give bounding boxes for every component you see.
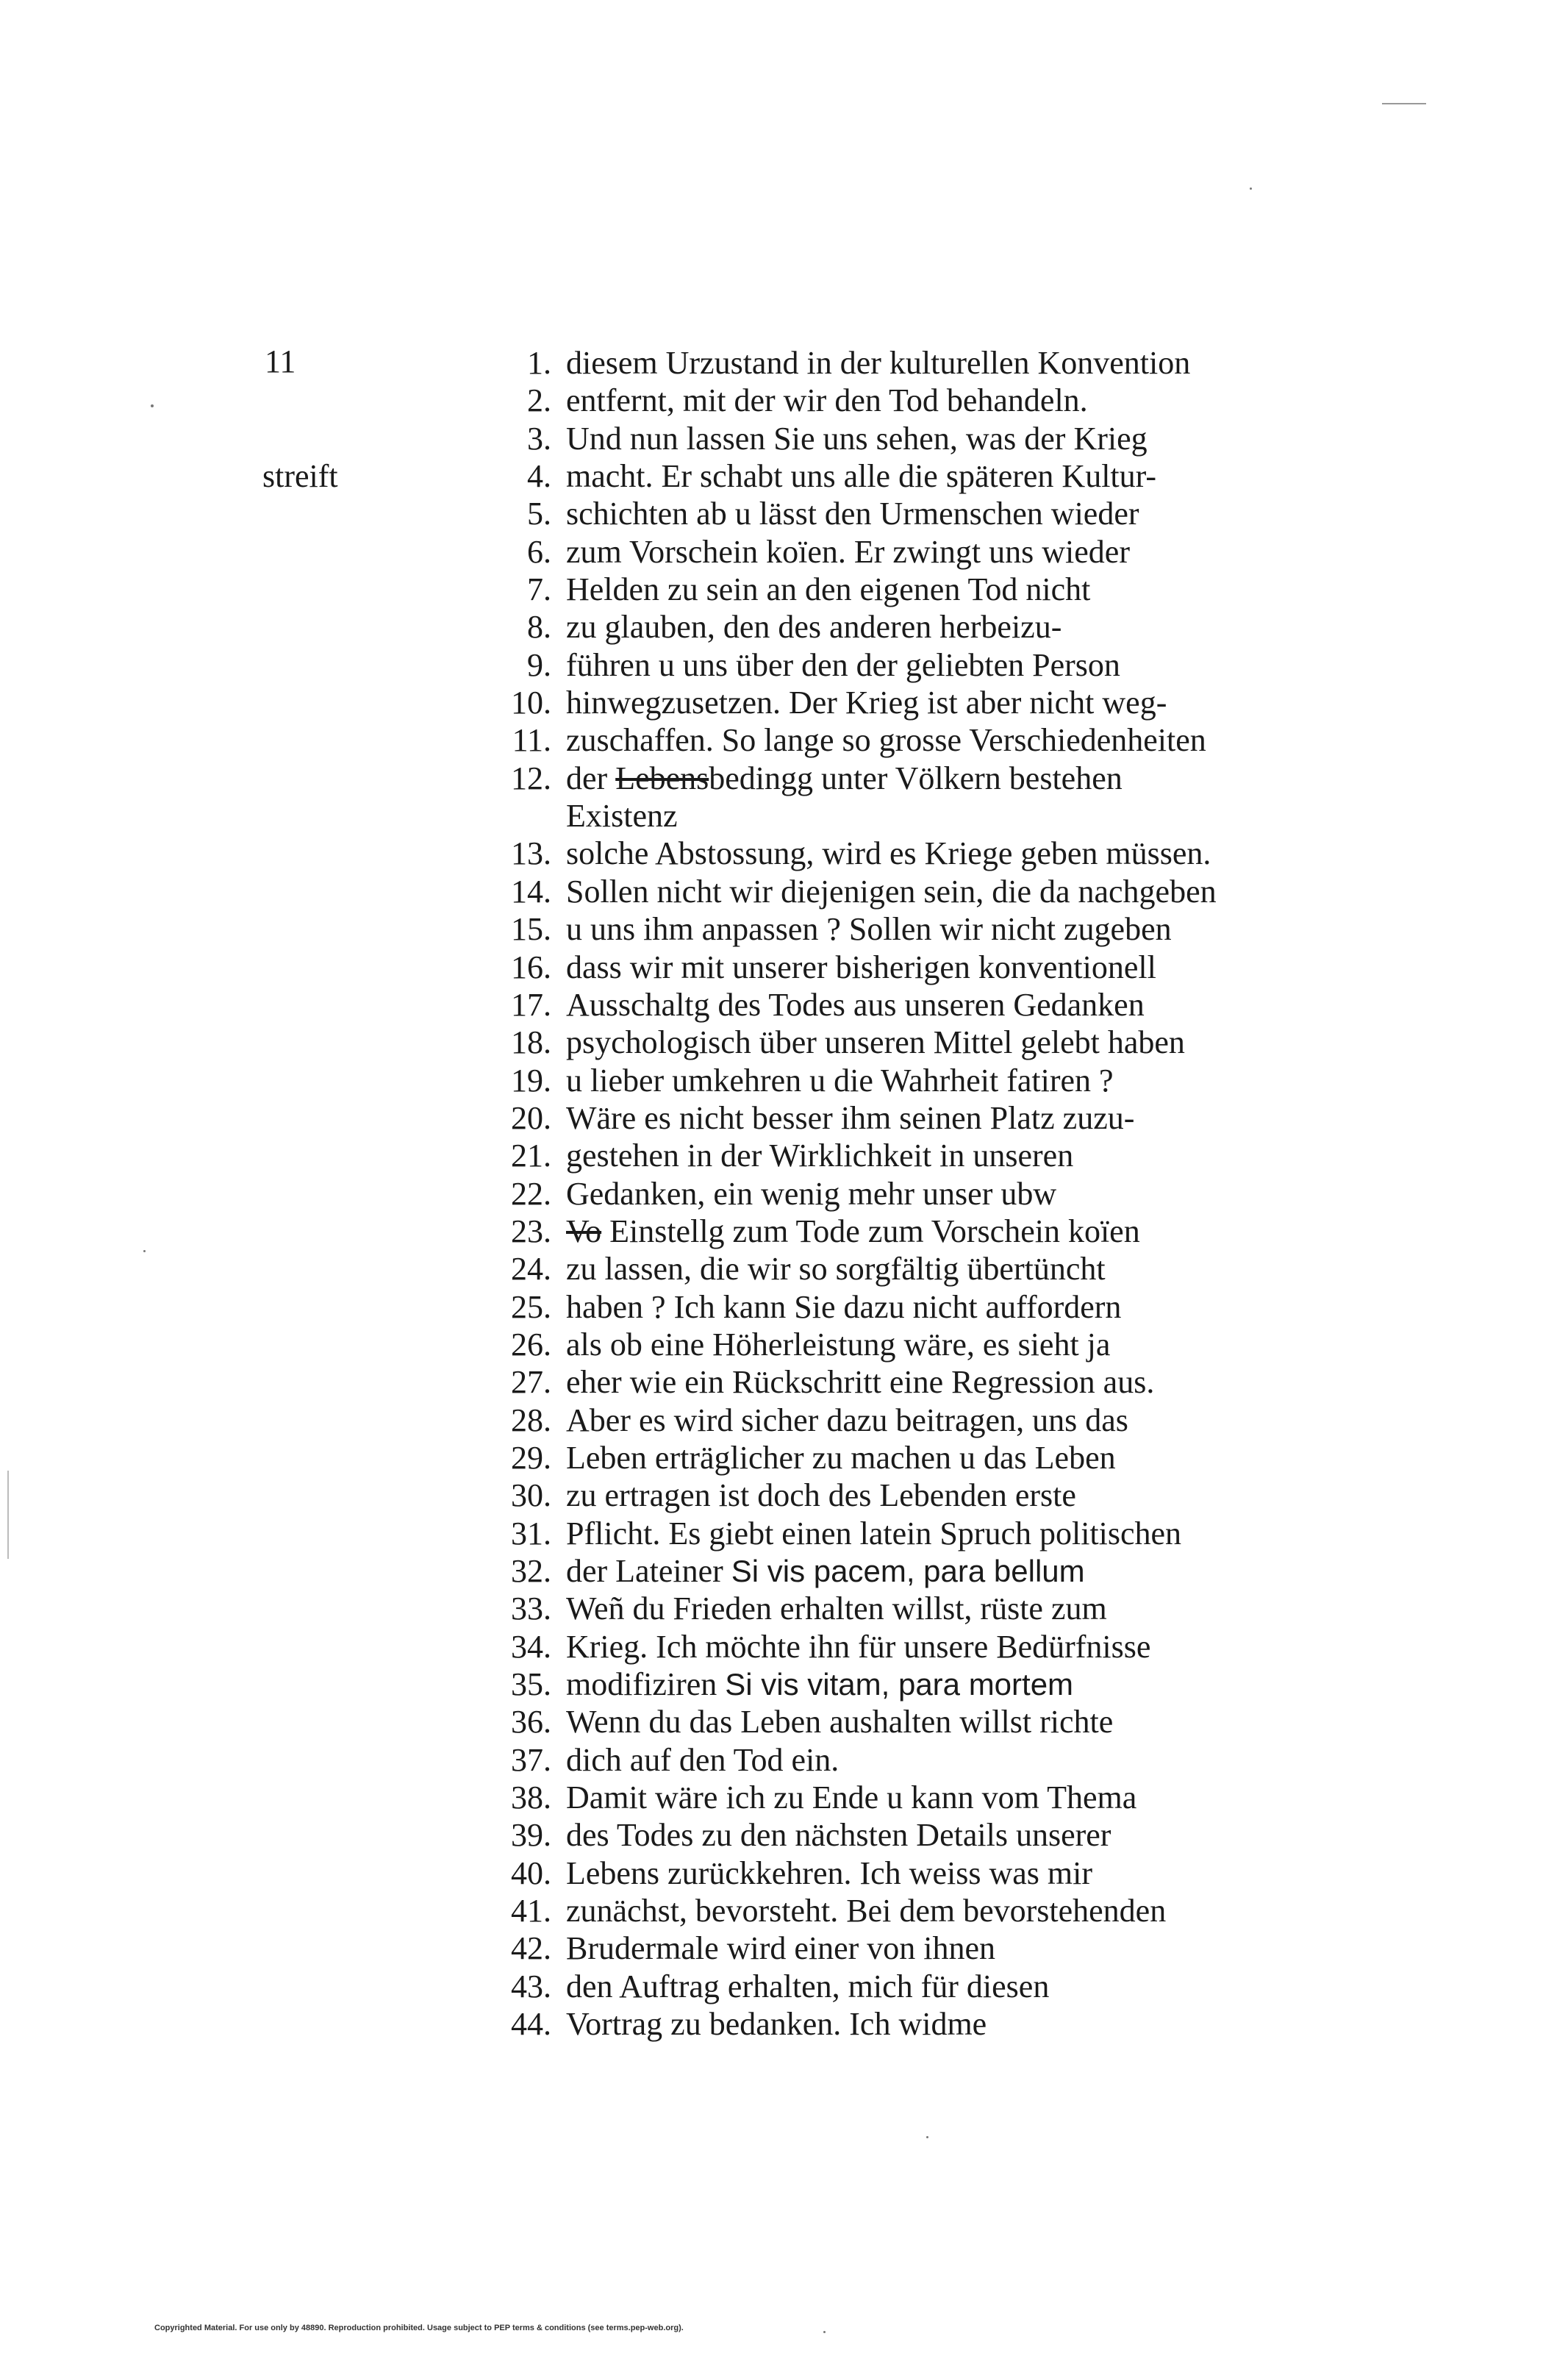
line-number: 34.: [511, 1628, 551, 1665]
line-text-wrap: [566, 721, 1206, 759]
line-text: Krieg. Ich möchte ihn für unsere Bedürfnisse: [566, 1628, 1151, 1665]
transcript-line: [470, 1175, 1353, 1213]
line-number: 42.: [511, 1930, 551, 1967]
line-number: 28.: [511, 1402, 551, 1438]
line-text: gestehen in der Wirklichkeit in unseren: [566, 1138, 1074, 1174]
left-edge-mark: [7, 1471, 9, 1559]
transcript-line: [470, 1402, 1353, 1439]
line-number: 24.: [511, 1251, 551, 1288]
line-text-wrap: [566, 1288, 1121, 1326]
page-number: 11: [265, 343, 296, 379]
line-number: 30.: [511, 1477, 551, 1514]
line-text-wrap: [566, 2005, 987, 2043]
line-number: 2.: [527, 382, 551, 419]
scan-speck: [1250, 188, 1252, 190]
line-number: 37.: [511, 1741, 551, 1778]
transcript-line: [470, 1062, 1353, 1099]
line-number: 1.: [527, 345, 551, 381]
line-number: 23.: [511, 1213, 551, 1249]
interlinear-insert: Existenz: [566, 798, 678, 835]
line-text: macht. Er schabt uns alle die späteren Kultur-: [566, 458, 1157, 495]
line-text: eher wie ein Rückschritt eine Regression aus.: [566, 1364, 1155, 1401]
line-text-wrap: [566, 1590, 1107, 1627]
line-text-wrap: [566, 608, 1062, 646]
line-text-wrap: [566, 1175, 1056, 1213]
line-number: 44.: [511, 2006, 551, 2043]
line-number: 26.: [511, 1326, 551, 1363]
line-number: 33.: [511, 1590, 551, 1627]
line-text: Gedanken, ein wenig mehr unser ubw: [566, 1175, 1057, 1212]
transcript-line: [470, 1590, 1353, 1627]
line-number: 9.: [527, 646, 551, 683]
line-text-part: Einstellg zum Tode zum Vorschein koïen: [601, 1213, 1140, 1249]
line-text: schichten ab u lässt den Urmenschen wieder: [566, 496, 1139, 532]
line-text-wrap: [566, 495, 1139, 532]
line-text-wrap: [566, 1326, 1110, 1363]
line-text: u lieber umkehren u die Wahrheit fatiren ?: [566, 1062, 1114, 1099]
line-text-wrap: [566, 1665, 1073, 1703]
line-number: 38.: [511, 1779, 551, 1816]
line-text: zunächst, bevorsteht. Bei dem bevorstehenden: [566, 1893, 1167, 1929]
line-text-wrap: [566, 986, 1145, 1024]
transcript-line: [470, 1929, 1353, 1967]
line-number: 40.: [511, 1854, 551, 1891]
line-text-wrap: [566, 835, 1211, 872]
transcript-line: [470, 1326, 1353, 1363]
line-text-wrap: [566, 533, 1130, 571]
line-text-wrap: [566, 1779, 1136, 1816]
line-text: zu lassen, die wir so sorgfältig übertüncht: [566, 1251, 1106, 1288]
transcript-line: [470, 1816, 1353, 1854]
transcript-lines: [470, 344, 1353, 2043]
transcript-line: [470, 949, 1353, 986]
line-number: 6.: [527, 533, 551, 570]
line-text-wrap: [566, 1363, 1154, 1401]
transcript-line: [470, 1665, 1353, 1703]
transcript-line: [470, 571, 1353, 608]
line-text: [566, 1552, 1085, 1590]
line-text: zuschaffen. So lange so grosse Verschiedenheiten: [566, 722, 1206, 759]
line-text: [566, 1665, 1073, 1703]
line-number: 41.: [511, 1893, 551, 1929]
line-number: 12.: [511, 760, 551, 796]
line-text-wrap: [566, 1250, 1106, 1288]
line-text-wrap: [566, 1402, 1128, 1439]
line-number: 36.: [511, 1704, 551, 1740]
line-text-wrap: [566, 1929, 995, 1967]
transcript-line: [470, 721, 1353, 759]
transcript-line: [470, 684, 1353, 721]
latin-quote: Si vis vitam, para mortem: [725, 1667, 1074, 1702]
line-text-wrap: [566, 1062, 1114, 1099]
line-text: solche Abstossung, wird es Kriege geben müssen.: [566, 835, 1211, 872]
line-text: zu ertragen ist doch des Lebenden erste: [566, 1477, 1076, 1514]
transcript-line: [470, 1892, 1353, 1929]
line-number: 18.: [511, 1024, 551, 1061]
line-text-wrap: [566, 1552, 1085, 1590]
line-text: haben ? Ich kann Sie dazu nicht auffordern: [566, 1288, 1122, 1325]
scan-speck: [926, 2136, 928, 2138]
line-text-wrap: [566, 1213, 1140, 1250]
transcript-line: [470, 382, 1353, 419]
line-text: hinwegzusetzen. Der Krieg ist aber nicht weg-: [566, 685, 1167, 721]
line-text: Und nun lassen Sie uns sehen, was der Krieg: [566, 420, 1148, 457]
line-number: 15.: [511, 911, 551, 948]
line-text: Weñ du Frieden erhalten willst, rüste zum: [566, 1590, 1107, 1627]
line-text: als ob eine Höherleistung wäre, es sieht ja: [566, 1326, 1111, 1363]
line-text-wrap: [566, 1099, 1134, 1137]
line-text: des Todes zu den nächsten Details unserer: [566, 1817, 1111, 1854]
line-text-wrap: [566, 1439, 1116, 1477]
line-text-wrap: [566, 1816, 1111, 1854]
line-text: führen u uns über den der geliebten Person: [566, 646, 1120, 683]
line-text-wrap: [566, 910, 1172, 948]
line-text-wrap: [566, 1024, 1185, 1061]
margin-note: streift: [262, 458, 338, 494]
line-text: [566, 760, 1123, 797]
line-text-wrap: [566, 1515, 1181, 1552]
transcript-line: [470, 533, 1353, 571]
transcript-line: [470, 835, 1353, 872]
line-number: 3.: [527, 420, 551, 457]
transcript-line: [470, 1741, 1353, 1779]
line-text-wrap: [566, 571, 1090, 608]
transcript-line: [470, 1137, 1353, 1174]
line-number: 5.: [527, 496, 551, 532]
line-number: 21.: [511, 1138, 551, 1174]
line-number: 31.: [511, 1515, 551, 1552]
line-text: den Auftrag erhalten, mich für diesen: [566, 1968, 1050, 2004]
line-number: 4.: [527, 458, 551, 495]
transcript-line: [470, 457, 1353, 495]
line-text-wrap: [566, 382, 1088, 419]
line-text: dass wir mit unserer bisherigen konventionell: [566, 949, 1156, 985]
line-number: 14.: [511, 873, 551, 910]
line-text: Vortrag zu bedanken. Ich widme: [566, 2006, 987, 2043]
line-number: 39.: [511, 1817, 551, 1854]
transcript-line: [470, 1703, 1353, 1740]
transcript-line: [470, 344, 1353, 382]
line-text-wrap: [566, 420, 1148, 457]
line-text: Helden zu sein an den eigenen Tod nicht: [566, 571, 1091, 608]
line-number: 25.: [511, 1288, 551, 1325]
line-number: 35.: [511, 1666, 551, 1703]
line-text-wrap: [566, 646, 1120, 684]
transcript-line: [470, 1477, 1353, 1514]
transcript-line: [470, 420, 1353, 457]
transcript-line: [470, 2005, 1353, 2043]
line-number: 10.: [511, 685, 551, 721]
line-text: Damit wäre ich zu Ende u kann vom Thema: [566, 1779, 1137, 1816]
transcript-line: [470, 1024, 1353, 1061]
line-text: [566, 1213, 1140, 1250]
line-text: Wäre es nicht besser ihm seinen Platz zuzu-: [566, 1099, 1135, 1136]
transcript-line: [470, 1968, 1353, 2005]
transcript-line: [470, 1779, 1353, 1816]
line-text-wrap: [566, 344, 1190, 382]
line-text: psychologisch über unseren Mittel gelebt haben: [566, 1024, 1185, 1061]
line-text-wrap: [566, 1703, 1113, 1740]
transcript-line: [470, 1288, 1353, 1326]
transcript-line: [470, 495, 1353, 532]
transcript-line: [470, 1213, 1353, 1250]
line-number: 11.: [512, 722, 551, 759]
struck-text: Vo: [566, 1213, 602, 1249]
line-text-wrap: [566, 949, 1156, 986]
line-text-wrap: [566, 1741, 839, 1779]
line-text: Aber es wird sicher dazu beitragen, uns das: [566, 1402, 1128, 1438]
line-number: 27.: [511, 1364, 551, 1401]
latin-quote: Si vis pacem, para bellum: [731, 1554, 1085, 1588]
copyright-footer: Copyrighted Material. For use only by 48890. Reproduction prohibited. Usage subject to PEP terms & conditions (see terms.pep-web.org).: [154, 2324, 684, 2332]
line-text: Sollen nicht wir diejenigen sein, die da nachgeben: [566, 873, 1217, 910]
line-text: Lebens zurückkehren. Ich weiss was mir: [566, 1854, 1092, 1891]
line-text: Wenn du das Leben aushalten willst richte: [566, 1704, 1114, 1740]
line-number: 17.: [511, 986, 551, 1023]
line-text-wrap: [566, 1477, 1076, 1514]
line-text-wrap: [566, 684, 1167, 721]
line-text: entfernt, mit der wir den Tod behandeln.: [566, 382, 1088, 419]
transcript-line: [470, 760, 1353, 835]
line-text-wrap: [566, 760, 1123, 835]
line-number: 22.: [511, 1175, 551, 1212]
line-text-part: der: [566, 760, 616, 796]
line-text: Pflicht. Es giebt einen latein Spruch politischen: [566, 1515, 1182, 1552]
top-right-mark: [1382, 103, 1426, 104]
line-text: zu glauben, den des anderen herbeizu-: [566, 609, 1062, 646]
line-text-part: bedingg unter Völkern bestehen: [709, 760, 1123, 796]
line-number: 29.: [511, 1439, 551, 1476]
line-text: Ausschaltg des Todes aus unseren Gedanken: [566, 986, 1145, 1023]
transcript-line: [470, 873, 1353, 910]
struck-text: Lebens: [615, 760, 709, 796]
line-number: 32.: [511, 1553, 551, 1589]
line-text-part: der Lateiner: [566, 1553, 731, 1589]
line-text: dich auf den Tod ein.: [566, 1741, 840, 1778]
line-text-wrap: [566, 1854, 1092, 1892]
line-text: zum Vorschein koïen. Er zwingt uns wieder: [566, 533, 1130, 570]
transcript-line: [470, 986, 1353, 1024]
transcript-line: [470, 1250, 1353, 1288]
scan-speck: [823, 2331, 826, 2333]
transcript-line: [470, 1552, 1353, 1590]
line-number: 8.: [527, 609, 551, 646]
transcript-line: [470, 608, 1353, 646]
line-text: Brudermale wird einer von ihnen: [566, 1930, 996, 1967]
line-text-wrap: [566, 1628, 1150, 1665]
line-number: 16.: [511, 949, 551, 985]
transcript-line: [470, 1854, 1353, 1892]
transcript-line: [470, 1628, 1353, 1665]
line-text-wrap: [566, 457, 1156, 495]
line-text-wrap: [566, 1968, 1049, 2005]
line-number: 13.: [511, 835, 551, 872]
transcript-line: [470, 1515, 1353, 1552]
line-text-wrap: [566, 873, 1217, 910]
line-number: 19.: [511, 1062, 551, 1099]
line-text-part: modifiziren: [566, 1666, 726, 1703]
transcript-line: [470, 1099, 1353, 1137]
line-number: 7.: [527, 571, 551, 608]
transcript-line: [470, 1363, 1353, 1401]
line-text: diesem Urzustand in der kulturellen Konvention: [566, 345, 1191, 381]
transcript-line: [470, 646, 1353, 684]
line-text-wrap: [566, 1137, 1073, 1174]
line-text-wrap: [566, 1892, 1166, 1929]
line-number: 43.: [511, 1968, 551, 2004]
transcript-line: [470, 1439, 1353, 1477]
transcript-line: [470, 910, 1353, 948]
line-text: u uns ihm anpassen ? Sollen wir nicht zugeben: [566, 911, 1172, 948]
scan-speck: [143, 1250, 146, 1252]
scan-speck: [151, 404, 154, 407]
line-text: Leben erträglicher zu machen u das Leben: [566, 1439, 1116, 1476]
line-number: 20.: [511, 1099, 551, 1136]
